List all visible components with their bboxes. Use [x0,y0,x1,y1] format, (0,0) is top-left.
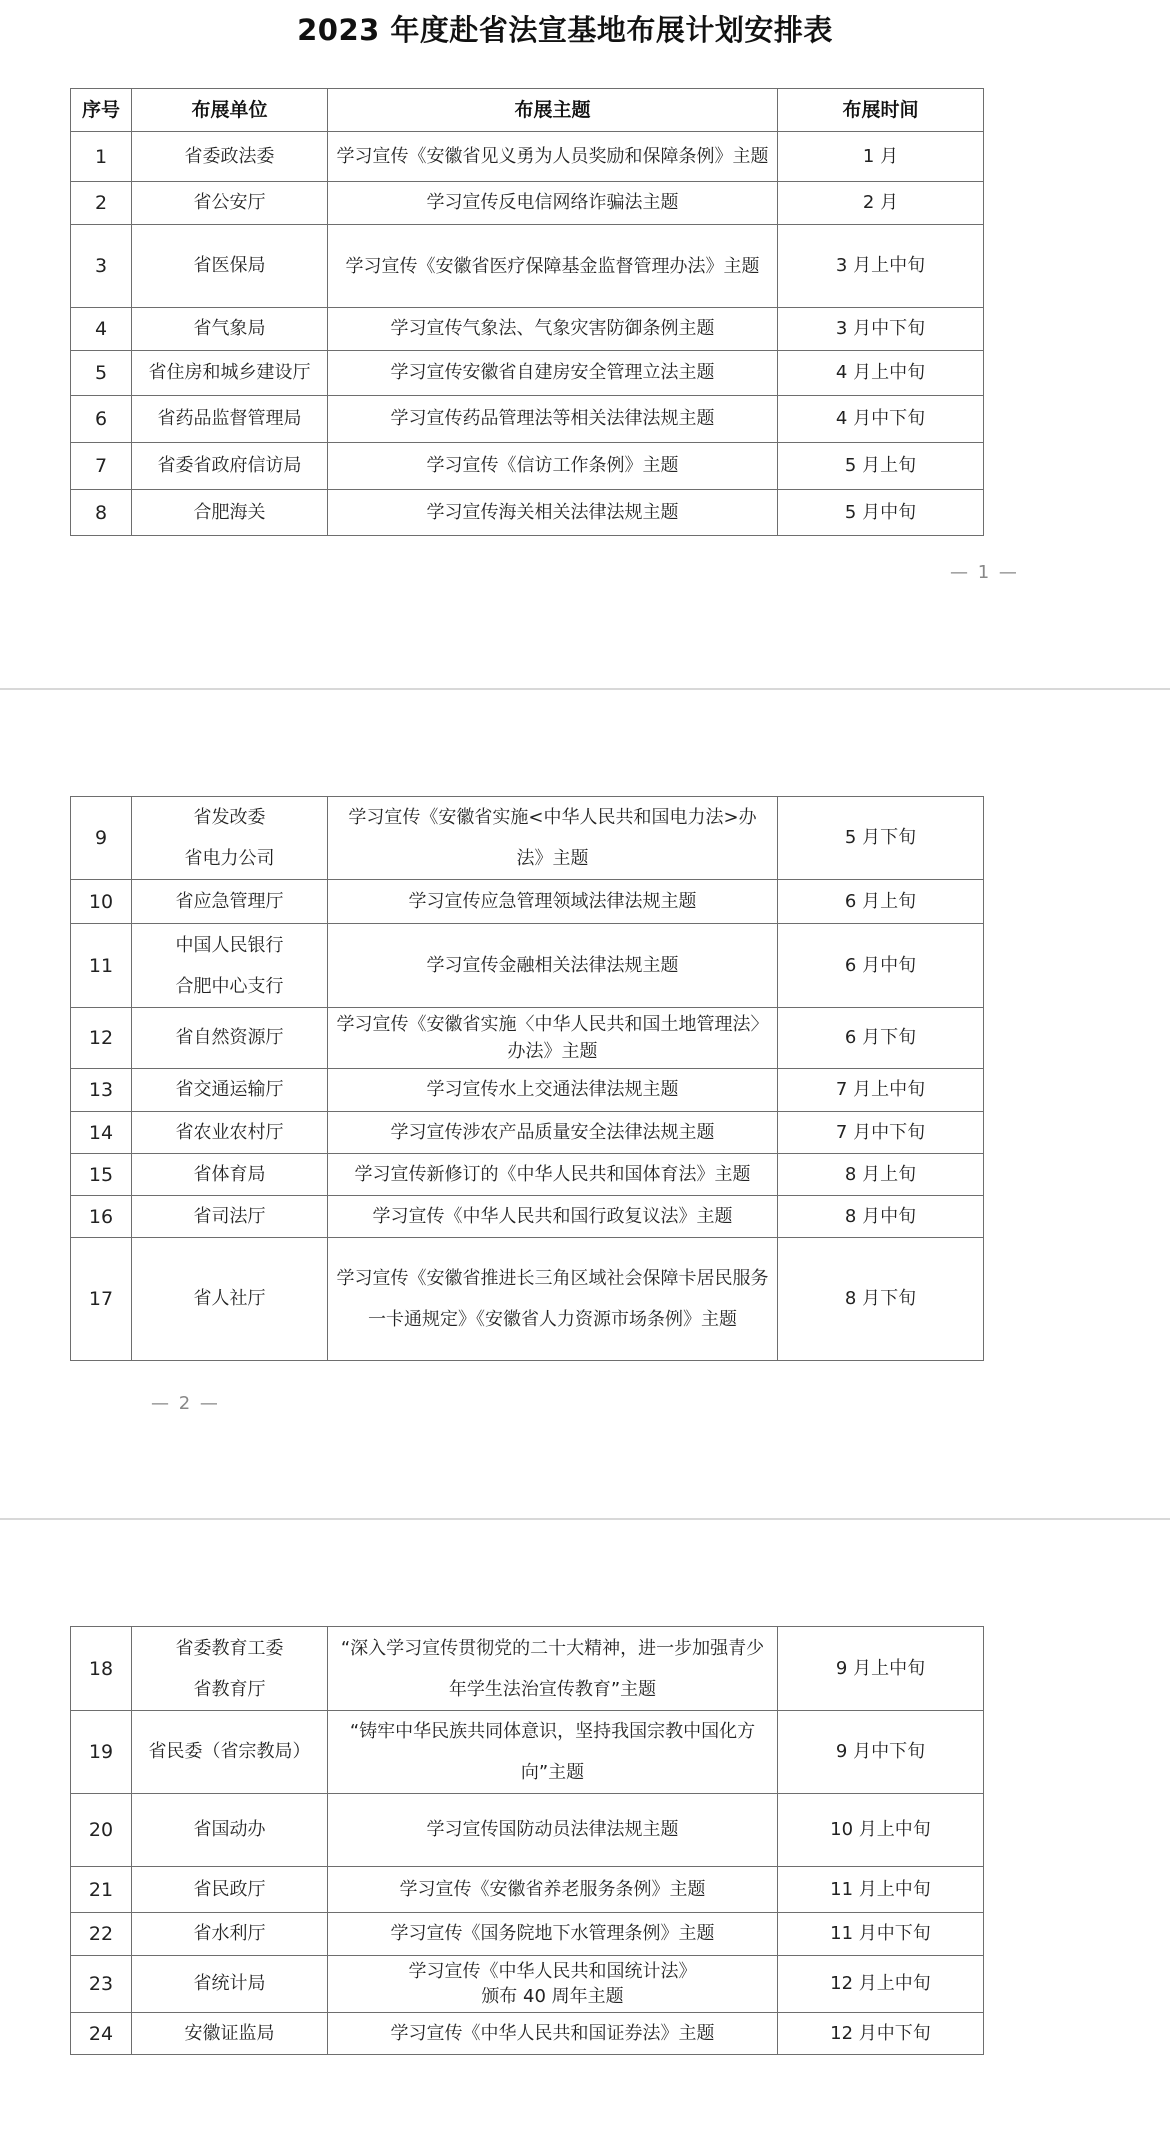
cell-time: 8 月中旬 [778,1196,984,1238]
table-row [71,396,984,443]
cell-seq: 23 [71,1956,132,2013]
cell-unit: 省司法厅 [132,1196,328,1238]
cell-theme: 学习宣传水上交通法律法规主题 [328,1069,778,1112]
table-row [71,1867,984,1913]
cell-unit: 省国动办 [132,1794,328,1867]
table-row [71,1238,984,1361]
cell-time: 6 月中旬 [778,924,984,1008]
cell-time: 9 月中下旬 [778,1711,984,1794]
schedule-table-page-3 [70,1626,984,2055]
cell-unit: 省统计局 [132,1956,328,2013]
table-row [71,308,984,351]
cell-theme: 学习宣传《信访工作条例》主题 [328,443,778,490]
cell-seq: 21 [71,1867,132,1913]
table-row [71,1069,984,1112]
cell-seq: 2 [71,182,132,225]
cell-unit: 省气象局 [132,308,328,351]
cell-theme: 学习宣传《中华人民共和国统计法》 颁布 40 周年主题 [328,1956,778,2013]
cell-time: 12 月中下旬 [778,2013,984,2055]
cell-unit: 省民政厅 [132,1867,328,1913]
cell-seq: 3 [71,225,132,308]
cell-unit: 省药品监督管理局 [132,396,328,443]
cell-unit: 省住房和城乡建设厅 [132,351,328,396]
cell-seq: 19 [71,1711,132,1794]
table-row [71,2013,984,2055]
cell-theme: 学习宣传气象法、气象灾害防御条例主题 [328,308,778,351]
cell-unit: 省农业农村厅 [132,1112,328,1154]
cell-theme: 学习宣传涉农产品质量安全法律法规主题 [328,1112,778,1154]
cell-unit: 省委省政府信访局 [132,443,328,490]
table-row [71,1196,984,1238]
cell-theme: 学习宣传《安徽省实施〈中华人民共和国土地管理法〉办法》主题 [328,1008,778,1069]
cell-seq: 17 [71,1238,132,1361]
cell-seq: 11 [71,924,132,1008]
cell-theme: 学习宣传《中华人民共和国行政复议法》主题 [328,1196,778,1238]
table-row [71,797,984,880]
cell-unit: 省委政法委 [132,132,328,182]
cell-unit: 省应急管理厅 [132,880,328,924]
cell-seq: 6 [71,396,132,443]
cell-seq: 18 [71,1627,132,1711]
table-row [71,443,984,490]
cell-seq: 8 [71,490,132,536]
cell-theme: “铸牢中华民族共同体意识，坚持我国宗教中国化方向”主题 [328,1711,778,1794]
cell-theme: “深入学习宣传贯彻党的二十大精神，进一步加强青少年学生法治宣传教育”主题 [328,1627,778,1711]
cell-unit: 省自然资源厅 [132,1008,328,1069]
cell-time: 3 月中下旬 [778,308,984,351]
schedule-table-page-1 [70,88,984,536]
cell-time: 7 月中下旬 [778,1112,984,1154]
cell-theme: 学习宣传《安徽省推进长三角区域社会保障卡居民服务一卡通规定》《安徽省人力资源市场条例》主题 [328,1238,778,1361]
cell-seq: 24 [71,2013,132,2055]
cell-time: 8 月下旬 [778,1238,984,1361]
table-row [71,225,984,308]
cell-time: 2 月 [778,182,984,225]
cell-theme: 学习宣传金融相关法律法规主题 [328,924,778,1008]
cell-seq: 16 [71,1196,132,1238]
cell-theme: 学习宣传国防动员法律法规主题 [328,1794,778,1867]
cell-theme: 学习宣传《安徽省见义勇为人员奖励和保障条例》主题 [328,132,778,182]
page-divider [0,688,1170,690]
cell-seq: 15 [71,1154,132,1196]
cell-time: 9 月上中旬 [778,1627,984,1711]
header-theme: 布展主题 [328,89,778,132]
cell-theme: 学习宣传《中华人民共和国证券法》主题 [328,2013,778,2055]
cell-theme: 学习宣传《国务院地下水管理条例》主题 [328,1913,778,1956]
cell-time: 8 月上旬 [778,1154,984,1196]
cell-theme: 学习宣传海关相关法律法规主题 [328,490,778,536]
schedule-table-page-2 [70,796,984,1361]
cell-seq: 5 [71,351,132,396]
cell-time: 4 月上中旬 [778,351,984,396]
cell-seq: 4 [71,308,132,351]
table-row [71,1956,984,2013]
table-row [71,490,984,536]
cell-theme: 学习宣传应急管理领域法律法规主题 [328,880,778,924]
cell-unit: 合肥海关 [132,490,328,536]
page-divider [0,1518,1170,1520]
cell-theme: 学习宣传反电信网络诈骗法主题 [328,182,778,225]
cell-time: 6 月下旬 [778,1008,984,1069]
cell-unit: 省委教育工委 省教育厅 [132,1627,328,1711]
cell-seq: 22 [71,1913,132,1956]
cell-unit: 省民委（省宗教局） [132,1711,328,1794]
cell-time: 4 月中下旬 [778,396,984,443]
cell-unit: 省交通运输厅 [132,1069,328,1112]
document-title: 2023 年度赴省法宣基地布展计划安排表 [297,13,833,47]
table-row [71,1794,984,1867]
cell-seq: 7 [71,443,132,490]
cell-seq: 10 [71,880,132,924]
table-row [71,880,984,924]
cell-time: 3 月上中旬 [778,225,984,308]
cell-seq: 13 [71,1069,132,1112]
cell-theme: 学习宣传安徽省自建房安全管理立法主题 [328,351,778,396]
cell-time: 11 月上中旬 [778,1867,984,1913]
cell-unit: 省发改委 省电力公司 [132,797,328,880]
cell-unit: 省水利厅 [132,1913,328,1956]
table-row [71,1008,984,1069]
cell-unit: 省医保局 [132,225,328,308]
cell-seq: 20 [71,1794,132,1867]
cell-seq: 1 [71,132,132,182]
table-row [71,1112,984,1154]
cell-unit: 省体育局 [132,1154,328,1196]
cell-time: 1 月 [778,132,984,182]
table-row [71,351,984,396]
cell-time: 12 月上中旬 [778,1956,984,2013]
cell-theme: 学习宣传药品管理法等相关法律法规主题 [328,396,778,443]
cell-time: 5 月上旬 [778,443,984,490]
cell-unit: 安徽证监局 [132,2013,328,2055]
cell-time: 5 月下旬 [778,797,984,880]
table-row [71,1154,984,1196]
cell-theme: 学习宣传《安徽省养老服务条例》主题 [328,1867,778,1913]
table-row [71,1627,984,1711]
header-unit: 布展单位 [132,89,328,132]
table-row [71,182,984,225]
cell-theme: 学习宣传《安徽省实施<中华人民共和国电力法>办法》主题 [328,797,778,880]
cell-seq: 12 [71,1008,132,1069]
table-header-row [71,89,984,132]
header-seq: 序号 [71,89,132,132]
cell-unit: 中国人民银行 合肥中心支行 [132,924,328,1008]
cell-theme: 学习宣传《安徽省医疗保障基金监督管理办法》主题 [328,225,778,308]
cell-time: 7 月上中旬 [778,1069,984,1112]
table-row [71,132,984,182]
cell-time: 10 月上中旬 [778,1794,984,1867]
cell-time: 6 月上旬 [778,880,984,924]
cell-theme: 学习宣传新修订的《中华人民共和国体育法》主题 [328,1154,778,1196]
cell-seq: 14 [71,1112,132,1154]
table-row [71,1913,984,1956]
cell-time: 5 月中旬 [778,490,984,536]
header-time: 布展时间 [778,89,984,132]
page-number: — 1 — [950,562,1019,583]
cell-unit: 省公安厅 [132,182,328,225]
cell-time: 11 月中下旬 [778,1913,984,1956]
page-number: — 2 — [151,1393,220,1414]
cell-unit: 省人社厅 [132,1238,328,1361]
table-row [71,924,984,1008]
table-row [71,1711,984,1794]
cell-seq: 9 [71,797,132,880]
